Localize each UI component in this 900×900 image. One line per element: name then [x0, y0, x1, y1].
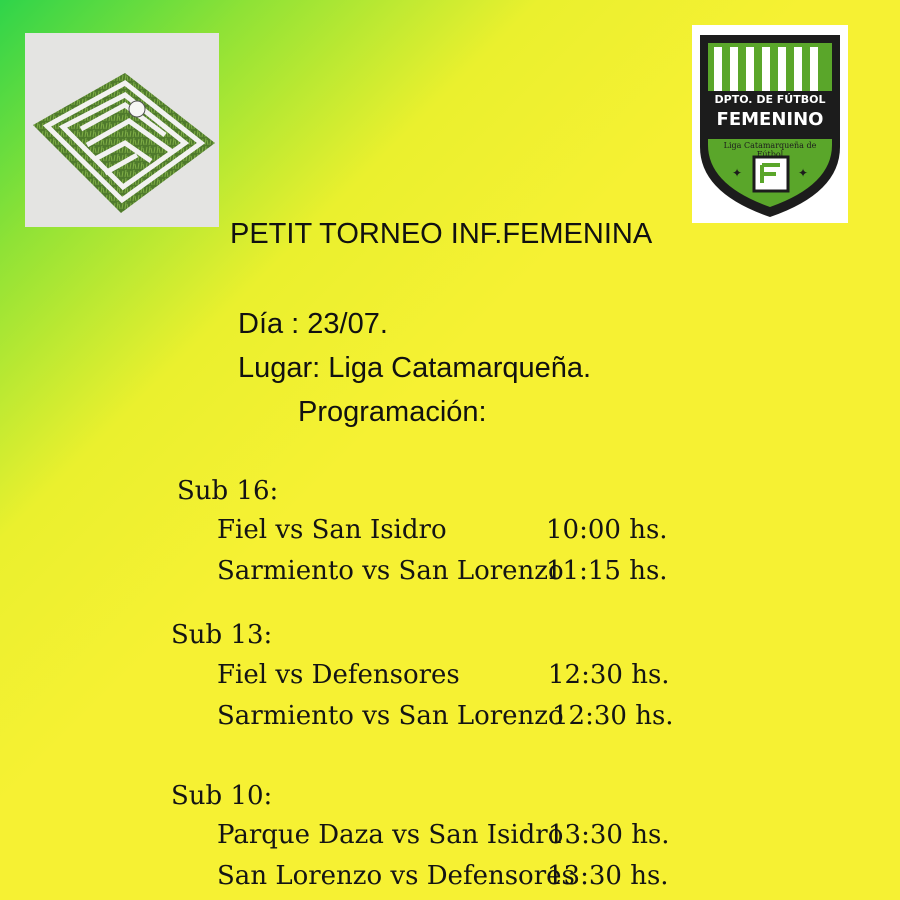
match-time: 11:15 hs.	[546, 556, 668, 586]
svg-text:✦: ✦	[732, 166, 743, 180]
match-teams: Fiel vs Defensores	[217, 660, 460, 690]
liga-logo-icon	[25, 33, 219, 227]
match-teams: Fiel vs San Isidro	[217, 515, 447, 545]
logo-text-line3: Liga Catamarqueña de Fútbol	[723, 141, 817, 159]
match-teams: Parque Daza vs San Isidro	[217, 820, 564, 850]
svg-text:✦: ✦	[798, 166, 809, 180]
logo-text-line2: FEMENINO	[716, 109, 824, 130]
programacion-heading: Programación:	[298, 396, 487, 428]
match-time: 12:30 hs.	[552, 701, 674, 731]
match-teams: Sarmiento vs San Lorenzo	[217, 556, 564, 586]
match-time: 13:30 hs.	[548, 820, 670, 850]
category-heading: Sub 10:	[171, 781, 273, 811]
dpto-futbol-femenino-logo	[692, 25, 848, 223]
lugar-text: Lugar: Liga Catamarqueña.	[238, 352, 592, 384]
logo-text-line1: DPTO. DE FÚTBOL	[714, 93, 826, 106]
page-title: PETIT TORNEO INF.FEMENINA	[230, 218, 653, 250]
liga-logo	[25, 33, 219, 227]
match-teams: Sarmiento vs San Lorenzo	[217, 701, 564, 731]
match-time: 10:00 hs.	[546, 515, 668, 545]
match-time: 12:30 hs.	[548, 660, 670, 690]
match-teams: San Lorenzo vs Defensores	[217, 861, 575, 891]
category-heading: Sub 13:	[171, 620, 273, 650]
category-heading: Sub 16:	[177, 476, 279, 506]
match-time: 13:30 hs.	[547, 861, 669, 891]
dia-text: Día : 23/07.	[238, 308, 388, 340]
